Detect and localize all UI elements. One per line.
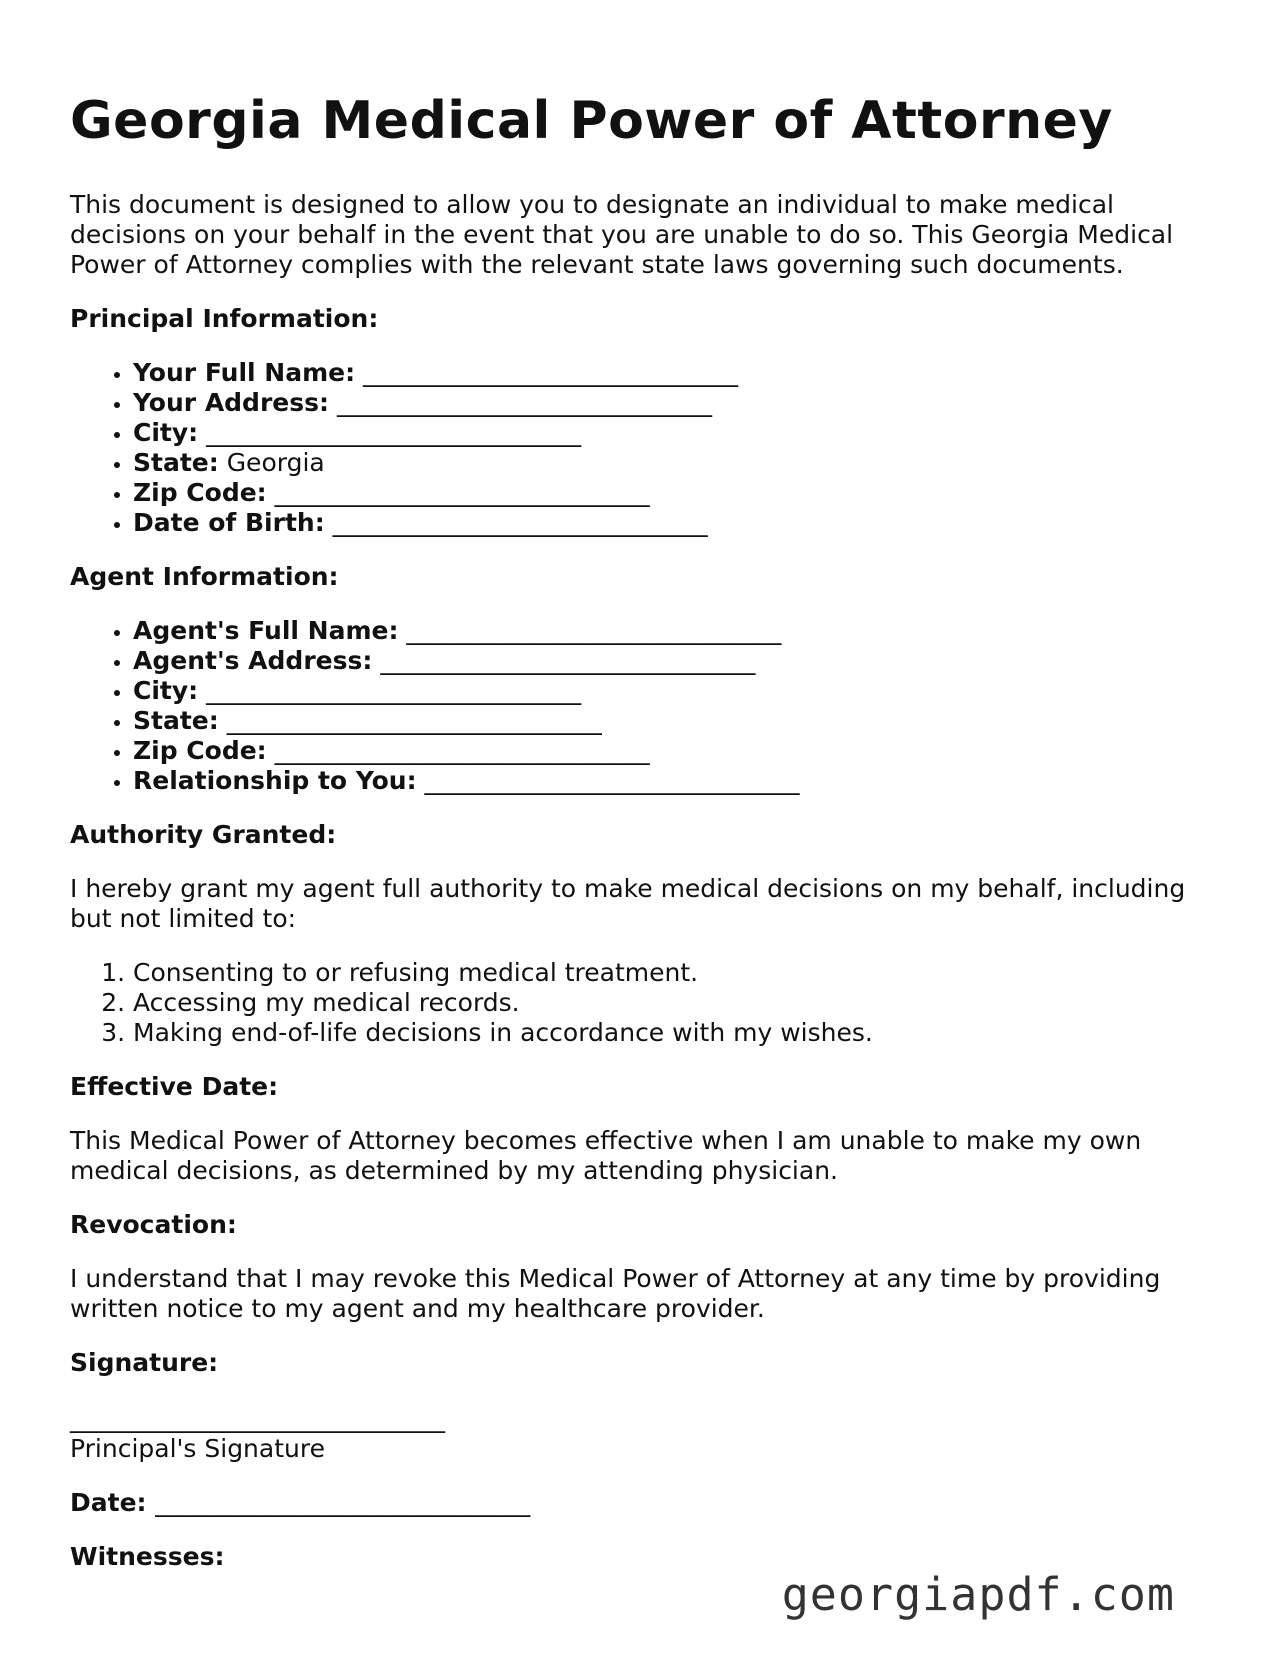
field-value[interactable]: ______________________________ (406, 616, 782, 645)
principal-signature-caption: Principal's Signature (70, 1434, 325, 1463)
intro-paragraph: This document is designed to allow you to designate an individual to make medical decisions on your behalf in the event that you are unable to do so. This Georgia Medical Power of Attorney complies with the relevant state laws governing such documents. (70, 190, 1174, 279)
signature-date-field (70, 1488, 1220, 1518)
principal-zip-field (133, 478, 1220, 508)
effective-date-heading: Effective Date: (70, 1072, 279, 1101)
principal-state-field (133, 448, 1220, 478)
field-value[interactable]: ______________________________ (336, 388, 712, 417)
principal-heading: Principal Information: (70, 304, 379, 333)
authority-paragraph: I hereby grant my agent full authority to make medical decisions on my behalf, including but not limited to: (70, 874, 1186, 933)
document-page (70, 86, 1220, 1596)
authority-list (70, 958, 1220, 1048)
field-value[interactable]: ______________________________ (274, 478, 650, 507)
field-label: City: (133, 418, 199, 447)
field-label: State: (133, 706, 219, 735)
field-value: Georgia (226, 448, 325, 477)
principal-city-field (133, 418, 1220, 448)
agent-zip-field (133, 736, 1220, 766)
field-value[interactable]: ______________________________ (206, 418, 582, 447)
principal-address-field (133, 388, 1220, 418)
agent-state-field (133, 706, 1220, 736)
field-label: City: (133, 676, 199, 705)
authority-item: 2. Accessing my medical records. (133, 988, 1220, 1018)
authority-heading: Authority Granted: (70, 820, 337, 849)
field-label: Your Full Name: (133, 358, 356, 387)
witnesses-heading: Witnesses: (70, 1542, 225, 1571)
revocation-heading: Revocation: (70, 1210, 237, 1239)
principal-signature-line[interactable]: ______________________________ (70, 1404, 445, 1433)
agent-relationship-field (133, 766, 1220, 796)
field-value[interactable]: ______________________________ (226, 706, 602, 735)
field-value[interactable]: ______________________________ (380, 646, 756, 675)
agent-heading: Agent Information: (70, 562, 339, 591)
field-value[interactable]: ______________________________ (363, 358, 739, 387)
principal-fields-list (70, 358, 1220, 538)
signature-heading: Signature: (70, 1348, 219, 1377)
agent-city-field (133, 676, 1220, 706)
authority-item: 3. Making end-of-life decisions in accordance with my wishes. (133, 1018, 1220, 1048)
field-label: Agent's Full Name: (133, 616, 399, 645)
field-label: Date of Birth: (133, 508, 325, 537)
field-label: Relationship to You: (133, 766, 417, 795)
effective-date-paragraph: This Medical Power of Attorney becomes effective when I am unable to make my own medical decisions, as determined by my attending physician. (70, 1126, 1142, 1185)
field-label: Zip Code: (133, 736, 267, 765)
agent-full-name-field (133, 616, 1220, 646)
date-label: Date: (70, 1488, 147, 1517)
field-value[interactable]: ______________________________ (424, 766, 800, 795)
field-label: State: (133, 448, 219, 477)
principal-dob-field (133, 508, 1220, 538)
authority-item: 1. Consenting to or refusing medical treatment. (133, 958, 1220, 988)
revocation-paragraph: I understand that I may revoke this Medical Power of Attorney at any time by providing written notice to my agent and my healthcare provider. (70, 1264, 1161, 1323)
field-value[interactable]: ______________________________ (274, 736, 650, 765)
date-value[interactable]: ______________________________ (155, 1488, 531, 1517)
agent-address-field (133, 646, 1220, 676)
document-title: Georgia Medical Power of Attorney (70, 91, 1113, 151)
principal-full-name-field (133, 358, 1220, 388)
agent-fields-list (70, 616, 1220, 796)
site-watermark: georgiapdf.com (781, 1568, 1175, 1621)
field-value[interactable]: ______________________________ (332, 508, 708, 537)
field-value[interactable]: ______________________________ (206, 676, 582, 705)
field-label: Zip Code: (133, 478, 267, 507)
field-label: Your Address: (133, 388, 329, 417)
field-label: Agent's Address: (133, 646, 373, 675)
